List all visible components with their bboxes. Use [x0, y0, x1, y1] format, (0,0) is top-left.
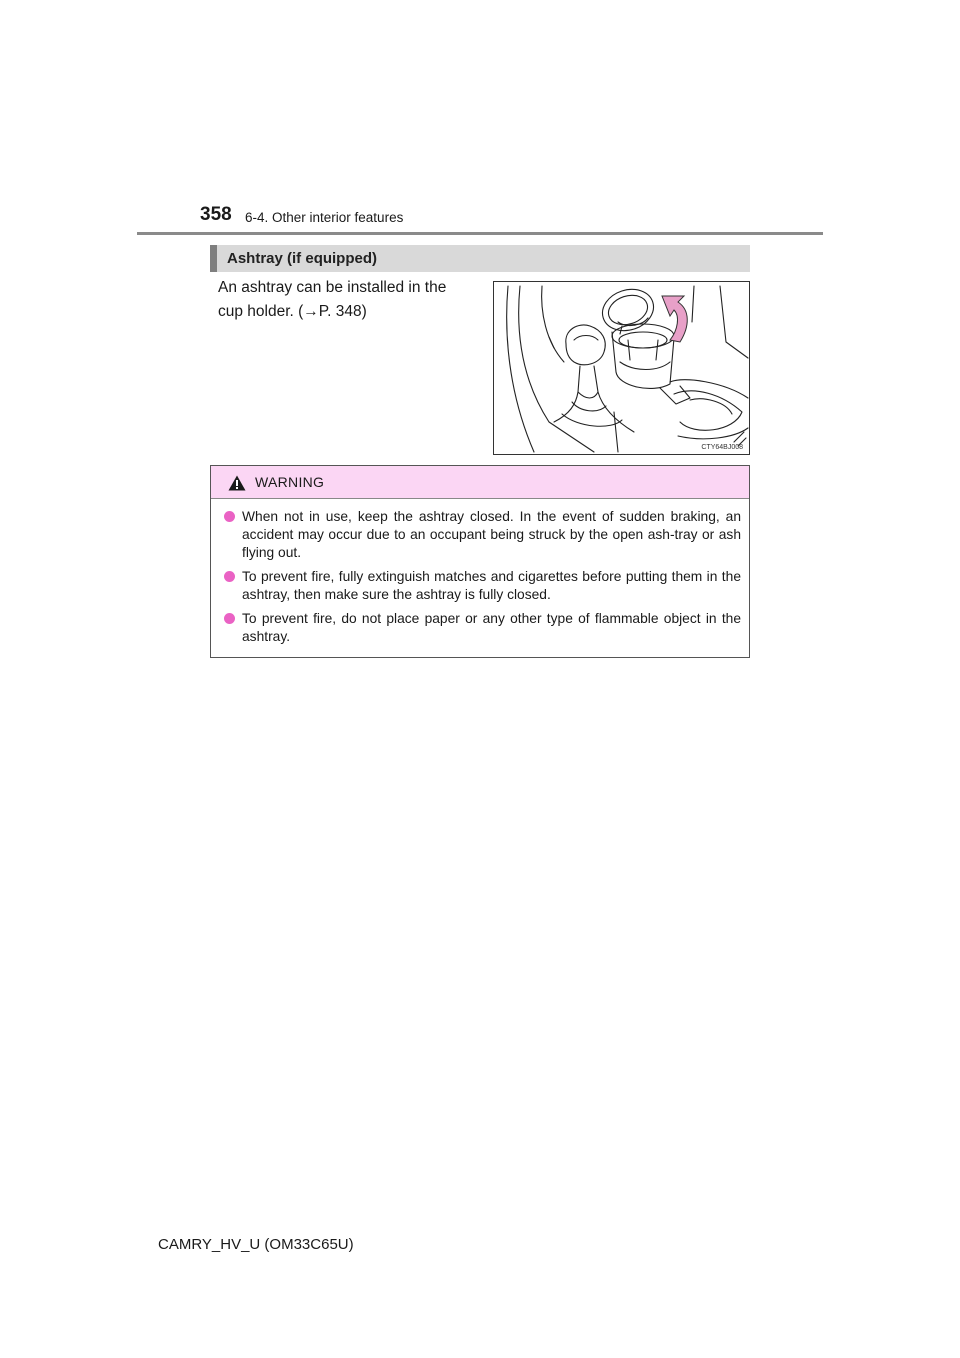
ashtray-drawing: [494, 282, 749, 454]
warning-box: [210, 465, 750, 658]
bullet-icon: [224, 511, 235, 522]
warning-title: WARNING: [255, 474, 325, 490]
warning-text: When not in use, keep the ashtray closed. In the event of sudden braking, an accident may occur due to an occupant being struck by the open ash-tray or ash flying out.: [242, 509, 741, 560]
warning-header: [211, 466, 749, 499]
ashtray-illustration: [493, 281, 750, 455]
section-title: 6-4. Other interior features: [245, 210, 404, 225]
page-number: 358: [200, 204, 232, 225]
bullet-icon: [224, 571, 235, 582]
header-rule: [137, 232, 823, 235]
rotate-arrow-icon: [662, 296, 687, 342]
intro-line-2: cup holder. (→P. 348): [218, 303, 367, 320]
warning-item: [211, 610, 749, 646]
warning-text: To prevent fire, do not place paper or any other type of flammable object in the ashtray.: [242, 611, 741, 644]
warning-text: To prevent fire, fully extinguish matches and cigarettes before putting them in the ashtray, then make sure the ashtray is fully closed.: [242, 569, 741, 602]
warning-item: [211, 568, 749, 604]
section-heading-bar: [210, 245, 750, 272]
bullet-icon: [224, 613, 235, 624]
figure-code: CTY64BJ008: [701, 444, 743, 451]
intro-line-1: An ashtray can be installed in the: [218, 279, 447, 296]
document-id: CAMRY_HV_U (OM33C65U): [158, 1236, 354, 1253]
section-heading: Ashtray (if equipped): [227, 250, 378, 267]
intro-paragraph: [218, 276, 482, 324]
warning-triangle-icon: [228, 475, 246, 491]
warning-list: [211, 508, 749, 652]
warning-item: [211, 508, 749, 562]
